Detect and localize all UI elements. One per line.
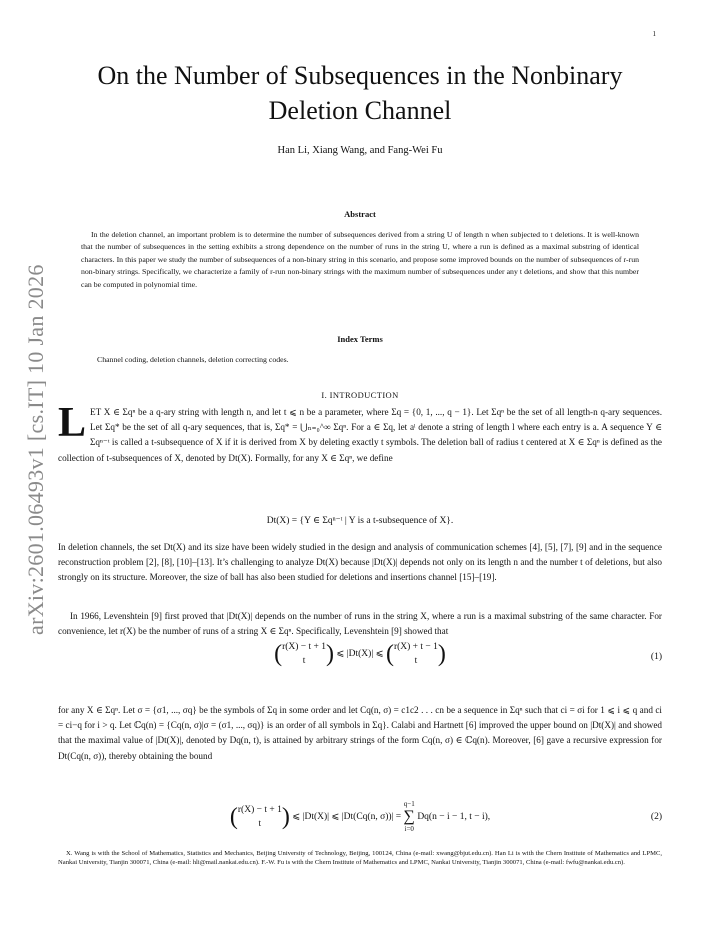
title-line-1: On the Number of Subsequences in the Nonbinary: [97, 61, 623, 90]
section-heading: I. INTRODUCTION: [321, 390, 399, 400]
eq1-left-top: r(X) − t + 1: [282, 642, 327, 652]
paragraph-1-text: ET X ∈ Σqⁿ be a q-ary string with length n, and let t ⩽ n be a parameter, where Σq = {0, 1, ..., q − 1}. Let Σqⁿ be the set of all length-n q-ary sequences. Let Σq* be the set of all q-ary sequences, that is, Σq* = ⋃ₙ₌₀^∞ Σqⁿ. For a ∈ Σq, let aˡ denote a string of length l where each entry is a. A sequence Y ∈ Σqⁿ⁻ᵗ is called a t-subsequence of X if it is derived from X by deleting exactly t symbols. The deletion ball of radius t centered at X ∈ Σqⁿ is defined as the collection of t-subsequences of X, denoted by Dt(X). Formally, for any X ∈ Σqⁿ, we define: [58, 407, 662, 463]
abstract-heading: Abstract: [344, 209, 376, 219]
index-terms-heading: Index Terms: [337, 334, 383, 344]
page-number: 1: [652, 30, 656, 38]
equation-1: (r(X) − t + 1 t ) ⩽ |Dt(X)| ⩽ (r(X) + t − 1 t ) (1): [274, 641, 662, 667]
sum-operator: q−1 ∑ i=0: [403, 800, 415, 833]
title-line-2: Deletion Channel: [268, 96, 452, 125]
eq2-bottom: t: [258, 819, 262, 829]
footnote: X. Wang is with the School of Mathematics, Statistics and Mechanics, Beijing University of Technology, Beijing, 100124, China (e-mail: xwang@bjut.edu.cn). Han Li is with the Chern Institute of Mathematics and LPMC, Nankai University, Tianjin 300071, China (e-mail: hli@mail.nankai.edu.cn). F.-W. Fu is with the Chern Institute of Mathematics and LPMC, Nankai University, Tianjin 300071, China (e-mail: fwfu@nankai.edu.cn).: [58, 850, 662, 867]
paragraph-4: for any X ∈ Σqⁿ. Let σ = {σ1, ..., σq} be the symbols of Σq in some order and let Cq(n, σ) = c1c2 . . . cn be a sequence in Σqⁿ such that ci = σi for 1 ⩽ i ⩽ q and ci = ci−q for i > q. Let ℂq(n) = {Cq(n, σ)|σ = (σ1, ..., σq)} is an order of all symbols in Σq}. Calabi and Hartnett [6] improved the upper bound on |Dt(X)| and showed that the maximal value of |Dt(X)|, denoted by Dq(n, t), is attained by arbitrary strings of the form Cq(n, σ) ∈ ℂq(n). Moreover, [6] gave a recursive expression for Dt(Cq(n, σ)), thereby obtaining the bound: [58, 705, 662, 761]
eq1-right-top: r(X) + t − 1: [393, 642, 438, 652]
authors: Han Li, Xiang Wang, and Fang-Wei Fu: [277, 145, 443, 156]
paragraph-3: In 1966, Levenshtein [9] first proved that |Dt(X)| depends on the number of runs in the string X, where a run is a maximal substring of the same character. For convenience, let r(X) be the number of runs of a string X ∈ Σqⁿ. Specifically, Levenshtein [9] showed that: [58, 611, 662, 637]
eq2-tail: Dq(n − i − 1, t − i),: [417, 812, 491, 823]
equation-0: Dt(X) = {Y ∈ Σqⁿ⁻ᵗ | Y is a t-subsequence of X}.: [266, 516, 454, 526]
eq1-middle: ⩽ |Dt(X)| ⩽: [336, 649, 384, 660]
eq2-sum-top: q−1: [403, 800, 415, 808]
eq2-top: r(X) − t + 1: [237, 805, 282, 815]
index-terms: Channel coding, deletion channels, deletion correcting codes.: [97, 355, 289, 364]
equation-2: (r(X) − t + 1 t ) ⩽ |Dt(X)| ⩽ |Dt(Cq(n, σ))| = q−1 ∑ i=0 Dq(n − i − 1, t − i), (2): [229, 800, 662, 833]
eq2-sum-bottom: i=0: [404, 825, 414, 833]
eq1-left-bottom: t: [302, 656, 306, 666]
arxiv-stamp-text: arXiv:2601.06493v1 [cs.IT] 10 Jan 2026: [23, 264, 48, 635]
eq2-middle: ⩽ |Dt(X)| ⩽ |Dt(Cq(n, σ))| =: [292, 812, 402, 823]
drop-cap: L: [58, 400, 87, 446]
paragraph-2: In deletion channels, the set Dt(X) and its size have been widely studied in the design and analysis of communication schemes [4], [5], [7], [9] and in the sequence reconstruction problem [2], [8], [10]–[13]. It’s challenging to analyze Dt(X) because |Dt(X)| depends not only on its length n and the number t of deletions, but also strongly on its structure. Moreover, the size of ball has also been studied for deletions and insertions channel [15]–[19].: [58, 542, 662, 583]
abstract-text: In the deletion channel, an important problem is to determine the number of subsequences derived from a string U of length n when subjected to t deletions. It is well-known that the number of subsequences in the setting exhibits a strong dependence on the number of runs in the string U, where a run is defined as a maximal substring of identical characters. In this paper we study the number of subsequences of a non-binary string in this scenario, and propose some improved bounds on the number of subsequences of r-run non-binary strings. Specifically, we characterize a family of r-run non-binary strings with the maximum number of subsequences under any t deletions, and show that this number can be computed in polynomial time.: [81, 230, 639, 289]
equation-1-number: (1): [650, 652, 662, 662]
eq1-right-bottom: t: [414, 656, 418, 666]
equation-2-number: (2): [650, 812, 662, 822]
paper-title: [60, 58, 660, 128]
paragraph-1: [58, 400, 662, 466]
arxiv-stamp: [23, 264, 53, 635]
